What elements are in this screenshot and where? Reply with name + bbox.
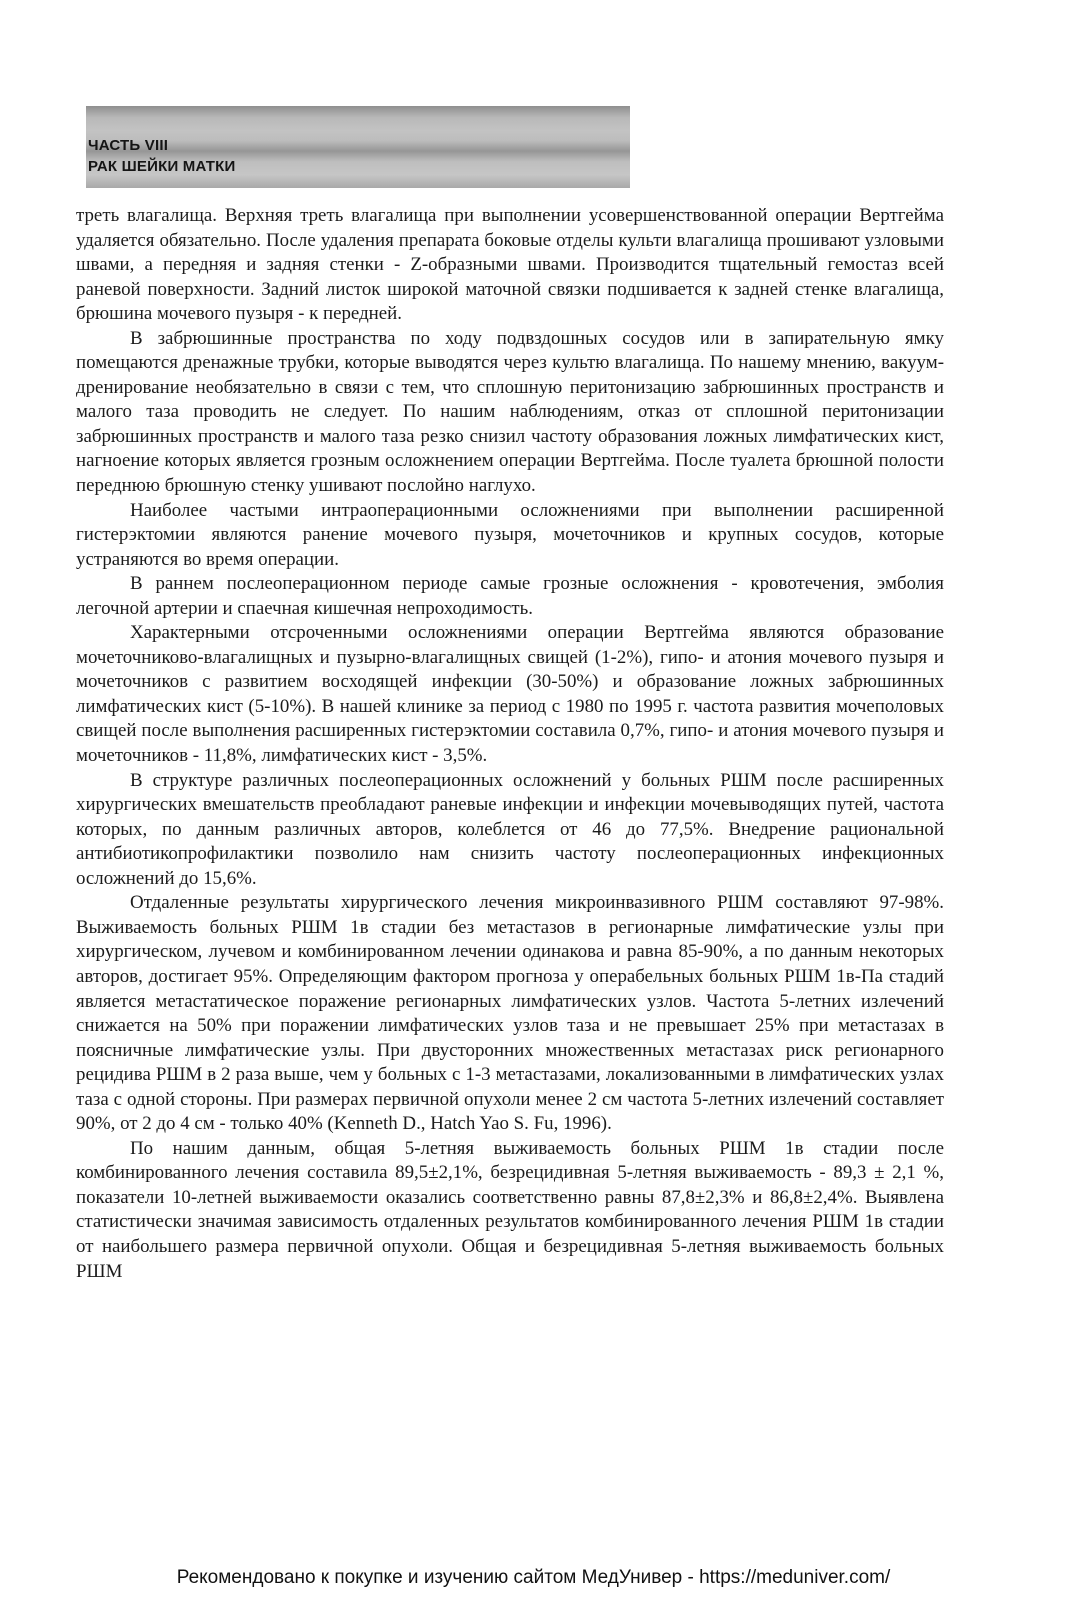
paragraph: Характерными отсроченными осложнениями операции Вертгейма являются образование мочеточниково-влагалищных и пузырно-влагалищных свищей (1-2%), гипо- и атония мочевого пузыря и мочеточников с развитием восходящей инфекции (30-50%) и образование ложных забрюшинных лимфатических кист (5-10%). В нашей клинике за период с 1980 по 1995 г. частота развития мочеполовых свищей после выполнения расширенных гистерэктомии составила 0,7%, гипо- и атония мочевого пузыря и мочеточников - 11,8%, лимфатических кист - 3,5%. [76,622,944,767]
paragraph: Отдаленные результаты хирургического лечения микроинвазивного РШМ составляют 97-98%. Выживаемость больных РШМ 1в стадии без метастазов в регионарные лимфатические узлы при хирургическом, лучевом и комбинированном лечении одинакова и равна 85-90%, а по данным некоторых авторов, достигает 95%. Определяющим фактором прогноза у операбельных больных РШМ 1в-Па стадий является метастатическое поражение регионарных лимфатических узлов. Частота 5-летних излечений снижается на 50% при поражении лимфатических узлов таза и не превышает 25% при метастазах в поясничные лимфатические узлы. При двусторонних множественных метастазах риск регионарного рецидива РШМ в 2 раза выше, чем у больных с 1-3 метастазами, локализованными в лимфатических узлах таза с одной стороны. При размерах первичной опухоли менее 2 см частота 5-летних излечений составляет 90%, от 2 до 4 см - только 40% (Kenneth D., Hatch Yao S. Fu, 1996). [76,892,944,1135]
paragraph: треть влагалища. Верхняя треть влагалища при выполнении усовершенствованной операции Вертгейма удаляется обязательно. После удаления препарата боковые отделы культи влагалища прошивают узловыми швами, а передняя и задняя стенки - Z-образными швами. Производится тщательный гемостаз всей раневой поверхности. Задний листок широкой маточной связки подшивается к задней стенке влагалища, брюшина мочевого пузыря - к передней. [76,205,944,325]
section-header-band [86,106,630,188]
paragraph: В раннем послеоперационном периоде самые грозные осложнения - кровотечения, эмболия легочной артерии и спаечная кишечная непроходимость. [76,573,944,619]
paragraph: Наиболее частыми интраоперационными осложнениями при выполнении расширенной гистерэктомии являются ранение мочевого пузыря, мочеточников и крупных сосудов, которые устраняются во время операции. [76,499,944,570]
body-text [76,204,944,1284]
section-heading: РАК ШЕЙКИ МАТКИ [88,158,236,175]
site-footer: Рекомендовано к покупке и изучению сайтом МедУнивер - https://meduniver.com/ [176,1567,891,1588]
paragraph: В структуре различных послеоперационных осложнений у больных РШМ после расширенных хирургических вмешательств преобладают раневые инфекции и инфекции мочевыводящих путей, частота которых, по данным различных авторов, колеблется от 46 до 77,5%. Внедрение рациональной антибиотикопрофилактики позволило нам снизить частоту послеоперационных инфекционных осложнений до 15,6%. [76,769,944,889]
paragraph: В забрюшинные пространства по ходу подвздошных сосудов или в запирательную ямку помещаются дренажные трубки, которые выводятся через культю влагалища. По нашему мнению, вакуум-дренирование необязательно в связи с тем, что сплошную перитонизацию забрюшинных пространств и малого таза проводить не следует. По нашим наблюдениям, отказ от сплошной перитонизации забрюшинных пространств и малого таза резко снизил частоту образования ложных лимфатических кист, нагноение которых является грозным осложнением операции Вертгейма. После туалета брюшной полости переднюю брюшную стенку ушивают послойно наглухо. [76,327,944,497]
part-heading: ЧАСТЬ VIII [88,137,169,154]
paragraph: По нашим данным, общая 5-летняя выживаемость больных РШМ 1в стадии после комбинированного лечения составила 89,5±2,1%, безрецидивная 5-летняя выживаемость - 89,3 ± 2,1 %, показатели 10-летней выживаемости оказались соответственно равны 87,8±2,3% и 86,8±2,4%. Выявлена статистически значимая зависимость отдаленных результатов комбинированного лечения РШМ 1в стадии от наибольшего размера первичной опухоли. Общая и безрецидивная 5-летняя выживаемость больных РШМ [76,1137,944,1282]
